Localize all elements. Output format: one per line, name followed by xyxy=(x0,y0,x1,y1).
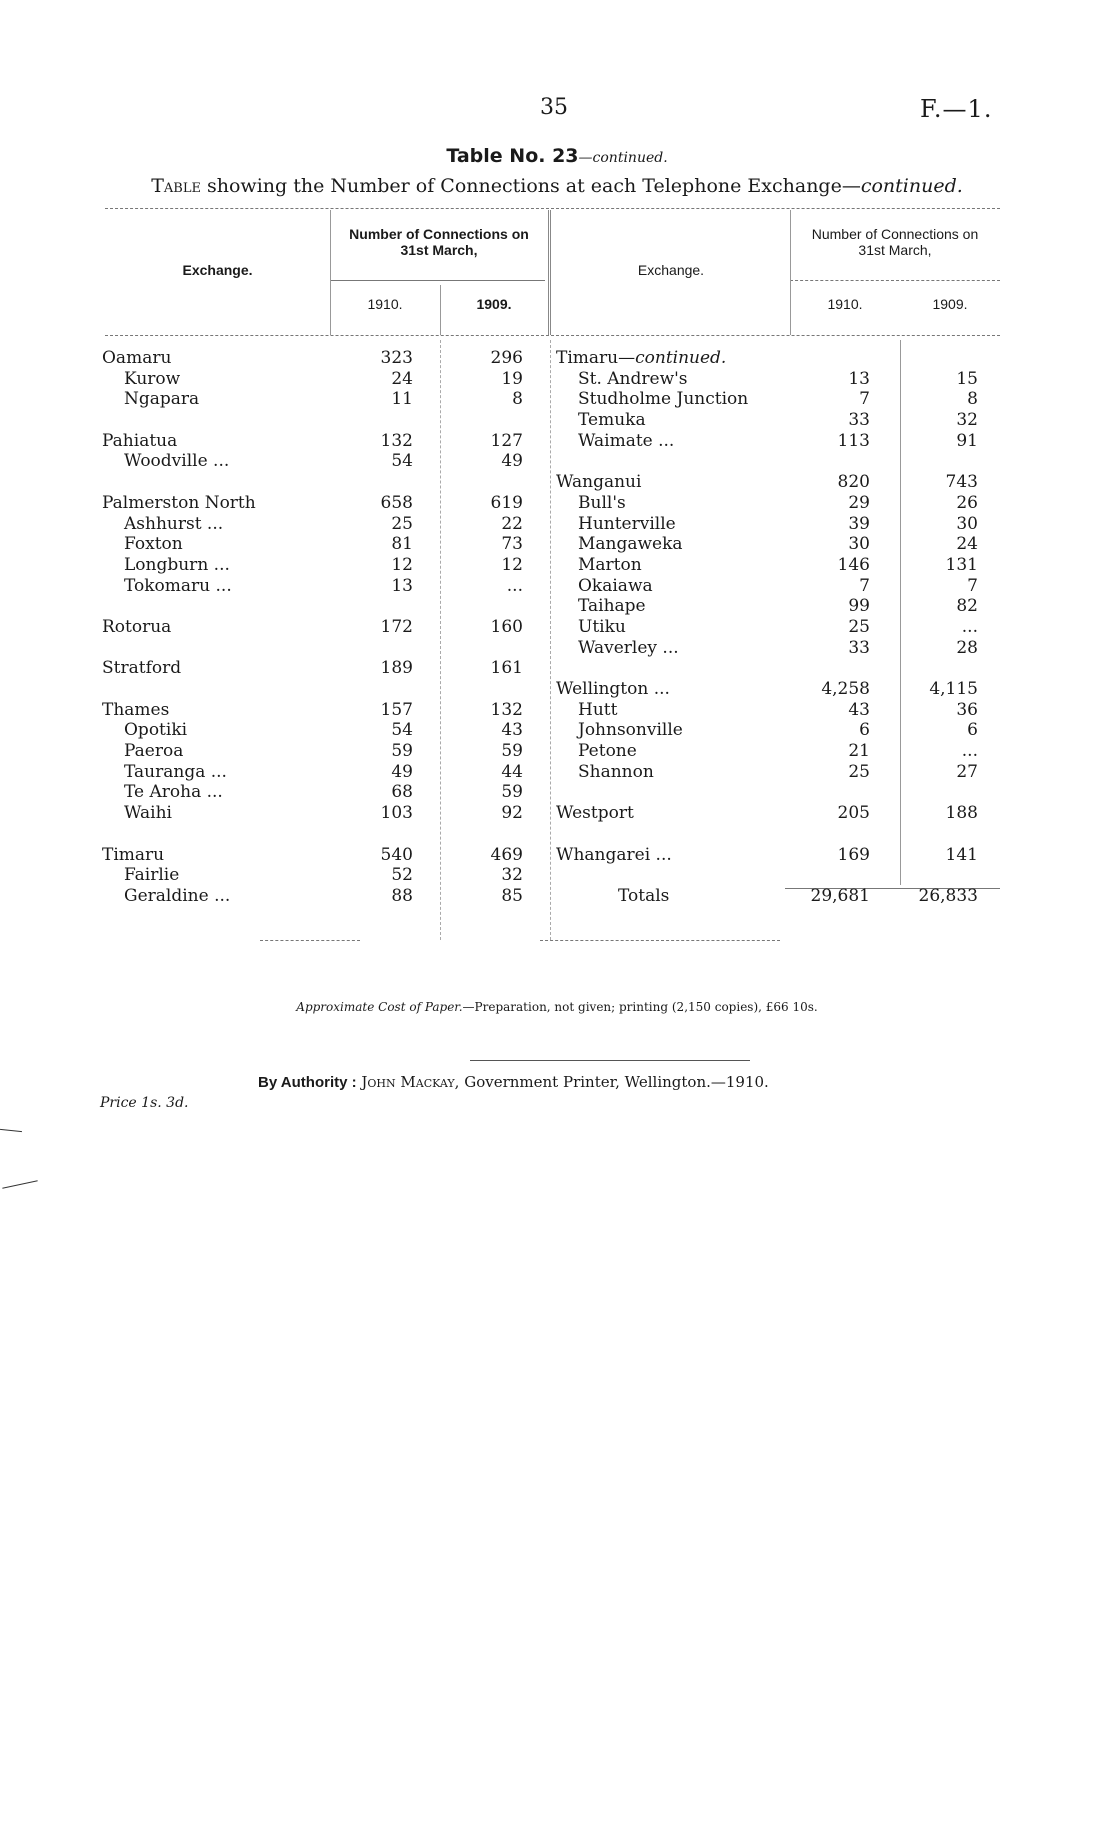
document-reference: F.—1. xyxy=(920,95,993,123)
value-1909: 73 xyxy=(501,534,523,555)
left-connections-header xyxy=(330,226,548,258)
exchange-name: Stratford xyxy=(102,658,182,679)
exchange-name: Paeroa xyxy=(124,741,184,762)
value-1910 xyxy=(330,410,413,431)
left-year-rule xyxy=(330,280,545,281)
value-1909: 26 xyxy=(956,492,978,513)
value-1909: 6 xyxy=(967,720,978,741)
exchange-name: Ngapara xyxy=(124,389,200,410)
printer-name: John Mackay, xyxy=(361,1073,460,1091)
value-1909 xyxy=(440,824,523,845)
left-1909-header: 1909. xyxy=(476,296,512,312)
exchange-name: Palmerston North xyxy=(102,492,256,513)
value-1910: 132 xyxy=(380,430,413,451)
subtitle-end: continued. xyxy=(860,175,963,197)
value-1909: 12 xyxy=(501,554,523,575)
exchange-name: Geraldine ... xyxy=(124,885,231,906)
value-1909: 188 xyxy=(945,803,978,824)
value-1909: 469 xyxy=(490,844,523,865)
exchange-name: Hutt xyxy=(578,699,618,720)
value-1909 xyxy=(440,638,523,659)
exchange-name: Ashhurst ... xyxy=(124,513,224,534)
value-1909: 59 xyxy=(501,741,523,762)
exchange-name: Westport xyxy=(556,803,634,824)
value-1910: 25 xyxy=(848,616,870,637)
spacer-row xyxy=(556,782,796,803)
authority-line xyxy=(258,1073,769,1091)
subtitle-body: showing the Number of Connections at each Telephone Exchange— xyxy=(207,175,861,197)
vrule-center-body xyxy=(550,340,551,940)
value-1909: 28 xyxy=(956,637,978,658)
value-1910: 103 xyxy=(380,803,413,824)
left-exchange-column xyxy=(102,348,332,907)
right-1909-column xyxy=(900,348,978,907)
value-1909 xyxy=(440,410,523,431)
value-1910: 146 xyxy=(837,554,870,575)
value-1910: 25 xyxy=(848,761,870,782)
value-1909: 49 xyxy=(501,451,523,472)
value-1909: 141 xyxy=(945,844,978,865)
exchange-name: Tauranga ... xyxy=(124,761,227,782)
value-1910: 7 xyxy=(859,575,870,596)
left-connections-line1: Number of Connections on xyxy=(349,226,529,242)
exchange-name: Thames xyxy=(102,699,170,720)
value-1909: ... xyxy=(961,741,978,762)
value-1910: 540 xyxy=(380,844,413,865)
value-1909: 127 xyxy=(490,430,523,451)
value-1910: 43 xyxy=(848,699,870,720)
table-title xyxy=(0,145,1114,167)
value-1909: 160 xyxy=(490,616,523,637)
price-note: Price 1s. 3d. xyxy=(100,1095,189,1111)
value-1910: 658 xyxy=(380,492,413,513)
left-exchange-header: Exchange. xyxy=(182,262,253,278)
cost-footnote xyxy=(0,1000,1114,1014)
exchange-name: Wellington ... xyxy=(556,679,670,699)
spacer-row xyxy=(556,451,796,472)
exchange-name: Pahiatua xyxy=(102,430,178,451)
spacer-row xyxy=(102,596,332,617)
spacer-row xyxy=(102,410,332,431)
exchange-name: Timaru—continued. xyxy=(556,348,727,368)
value-1909: 131 xyxy=(945,554,978,575)
value-1910: 81 xyxy=(391,534,413,555)
value-1909: 59 xyxy=(501,782,523,803)
exchange-name: Rotorua xyxy=(102,616,172,637)
margin-mark xyxy=(2,1180,37,1188)
exchange-name: Temuka xyxy=(578,410,646,431)
right-exchange-column xyxy=(556,348,796,907)
spacer-row xyxy=(556,658,796,679)
left-1910-column xyxy=(330,348,413,907)
table-title-suffix: —continued. xyxy=(578,150,668,166)
value-1909: 32 xyxy=(501,865,523,886)
left-1909-column xyxy=(440,348,523,907)
bottom-rule-left xyxy=(260,940,360,941)
value-1910 xyxy=(790,782,870,803)
value-1910: 4,258 xyxy=(821,679,870,699)
table-title-main: Table No. 23 xyxy=(446,145,579,167)
exchange-name: Te Aroha ... xyxy=(124,782,223,803)
value-1910: 59 xyxy=(391,741,413,762)
right-connections-line1: Number of Connections on xyxy=(811,226,979,242)
exchange-name: Petone xyxy=(578,741,637,762)
value-1910: 52 xyxy=(391,865,413,886)
value-1909: 743 xyxy=(945,472,978,493)
value-1910: 189 xyxy=(380,658,413,679)
exchange-name: Oamaru xyxy=(102,348,172,368)
value-1910: 205 xyxy=(837,803,870,824)
value-1910: 30 xyxy=(848,534,870,555)
exchange-name: Tokomaru ... xyxy=(124,575,232,596)
exchange-name: Totals xyxy=(618,885,670,906)
value-1910: 24 xyxy=(391,368,413,389)
value-1909 xyxy=(900,865,978,886)
right-exchange-header: Exchange. xyxy=(637,262,705,278)
value-1910 xyxy=(330,472,413,493)
value-1910 xyxy=(790,865,870,886)
exchange-name: Shannon xyxy=(578,761,654,782)
exchange-name: Studholme Junction xyxy=(578,389,749,410)
value-1910: 820 xyxy=(837,472,870,493)
value-1910: 113 xyxy=(837,430,870,451)
exchange-name: Utiku xyxy=(578,616,626,637)
left-1910-header: 1910. xyxy=(367,296,403,312)
spacer-row xyxy=(102,824,332,845)
cost-footnote-label: Approximate Cost of Paper. xyxy=(296,1000,463,1014)
value-1910: 21 xyxy=(848,741,870,762)
value-1909: 24 xyxy=(956,534,978,555)
value-1909: 92 xyxy=(501,803,523,824)
spacer-row xyxy=(102,638,332,659)
right-year-rule xyxy=(790,280,1000,281)
value-1910: 49 xyxy=(391,761,413,782)
spacer-row xyxy=(102,472,332,493)
value-1909 xyxy=(440,596,523,617)
value-1910: 33 xyxy=(848,637,870,658)
value-1909: 19 xyxy=(501,368,523,389)
exchange-name: Woodville ... xyxy=(124,451,230,472)
right-connections-line2: 31st March, xyxy=(858,242,932,258)
value-1909: 15 xyxy=(956,368,978,389)
value-1909: 26,833 xyxy=(918,885,978,906)
exchange-name: Waverley ... xyxy=(578,637,679,658)
left-connections-line2: 31st March, xyxy=(400,242,478,258)
value-1909: 44 xyxy=(501,761,523,782)
value-1909: 22 xyxy=(501,513,523,534)
spacer-row xyxy=(556,865,796,886)
value-1910: 54 xyxy=(391,720,413,741)
value-1909 xyxy=(900,782,978,803)
table-top-rule xyxy=(105,208,1000,209)
value-1910: 33 xyxy=(848,410,870,431)
cost-footnote-text: —Preparation, not given; printing (2,150 copies), £66 10s. xyxy=(462,1000,818,1014)
exchange-name: Kurow xyxy=(124,368,181,389)
value-1909: 132 xyxy=(490,699,523,720)
value-1910: 13 xyxy=(391,575,413,596)
subtitle-lead: Table xyxy=(151,175,201,197)
value-1910 xyxy=(330,679,413,700)
exchange-name: Johnsonville xyxy=(578,720,683,741)
value-1910: 323 xyxy=(380,348,413,368)
right-1909-header: 1909. xyxy=(932,296,968,312)
value-1909 xyxy=(900,658,978,679)
right-1910-header: 1910. xyxy=(827,296,863,312)
value-1910 xyxy=(330,596,413,617)
value-1910: 99 xyxy=(848,596,870,617)
exchange-name: Timaru xyxy=(102,844,165,865)
value-1909: ... xyxy=(961,616,978,637)
exchange-name: Fairlie xyxy=(124,865,180,886)
value-1910 xyxy=(330,824,413,845)
value-1909: 85 xyxy=(501,885,523,906)
value-1909: 161 xyxy=(490,658,523,679)
value-1910: 6 xyxy=(859,720,870,741)
value-1910: 29 xyxy=(848,492,870,513)
exchange-name: Okaiawa xyxy=(578,575,653,596)
value-1910: 7 xyxy=(859,389,870,410)
value-1909: 8 xyxy=(512,389,523,410)
value-1910 xyxy=(330,638,413,659)
value-1909: 91 xyxy=(956,430,978,451)
value-1909: 296 xyxy=(490,348,523,368)
value-1909 xyxy=(900,451,978,472)
value-1910: 39 xyxy=(848,513,870,534)
value-1910: 68 xyxy=(391,782,413,803)
table-subtitle xyxy=(0,175,1114,197)
printer-details: Government Printer, Wellington.—1910. xyxy=(464,1073,769,1091)
bottom-rule-right xyxy=(540,940,780,941)
value-1910: 172 xyxy=(380,616,413,637)
value-1909: 82 xyxy=(956,596,978,617)
exchange-name: Longburn ... xyxy=(124,554,230,575)
exchange-name: Taihape xyxy=(578,596,646,617)
margin-mark xyxy=(0,1129,22,1132)
vrule-center xyxy=(548,210,551,335)
value-1909: 619 xyxy=(490,492,523,513)
value-1909 xyxy=(900,348,978,369)
value-1909: ... xyxy=(506,575,523,596)
value-1910: 12 xyxy=(391,554,413,575)
value-1910 xyxy=(790,824,870,845)
value-1910: 25 xyxy=(391,513,413,534)
value-1910 xyxy=(790,451,870,472)
value-1909: 32 xyxy=(956,410,978,431)
value-1910: 54 xyxy=(391,451,413,472)
exchange-name: Waihi xyxy=(124,803,172,824)
exchange-name: Marton xyxy=(578,554,642,575)
value-1910: 13 xyxy=(848,368,870,389)
value-1910: 29,681 xyxy=(810,885,870,906)
value-1909: 27 xyxy=(956,761,978,782)
exchange-name: Bull's xyxy=(578,492,626,513)
exchange-name: Whangarei ... xyxy=(556,844,672,865)
exchange-name: Mangaweka xyxy=(578,534,683,555)
right-connections-header xyxy=(790,226,1000,258)
value-1909 xyxy=(440,472,523,493)
value-1910: 157 xyxy=(380,699,413,720)
footer-separator xyxy=(470,1060,750,1061)
value-1910 xyxy=(790,658,870,679)
value-1910: 169 xyxy=(837,844,870,865)
value-1909 xyxy=(440,679,523,700)
value-1910: 88 xyxy=(391,885,413,906)
value-1909: 43 xyxy=(501,720,523,741)
exchange-name: Opotiki xyxy=(124,720,188,741)
value-1909: 4,115 xyxy=(929,679,978,699)
authority-label: By Authority : xyxy=(258,1074,357,1091)
value-1909: 30 xyxy=(956,513,978,534)
page-number: 35 xyxy=(540,95,568,120)
spacer-row xyxy=(102,679,332,700)
header-bottom-rule xyxy=(105,335,1000,336)
value-1910 xyxy=(790,348,870,369)
right-1910-column xyxy=(790,348,870,907)
exchange-name: Wanganui xyxy=(556,472,642,493)
value-1909: 7 xyxy=(967,575,978,596)
exchange-name: Hunterville xyxy=(578,513,676,534)
spacer-row xyxy=(556,824,796,845)
value-1909: 8 xyxy=(967,389,978,410)
exchange-name: St. Andrew's xyxy=(578,368,688,389)
value-1910: 11 xyxy=(391,389,413,410)
exchange-name: Foxton xyxy=(124,534,183,555)
value-1909: 36 xyxy=(956,699,978,720)
exchange-name: Waimate ... xyxy=(578,430,675,451)
value-1909 xyxy=(900,824,978,845)
